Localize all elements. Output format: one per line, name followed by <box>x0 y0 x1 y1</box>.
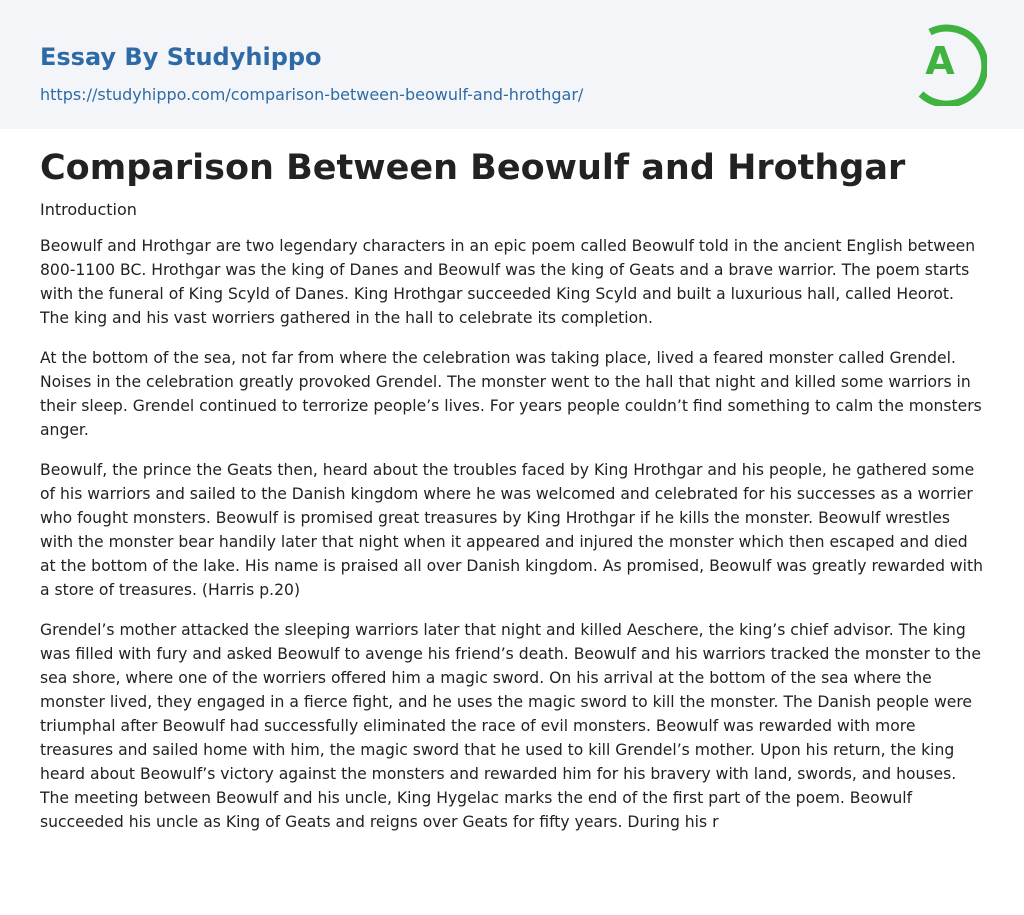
page-title: Comparison Between Beowulf and Hrothgar <box>40 148 906 188</box>
essay-paragraph-5: The meeting between Beowulf and his uncle, King Hygelac marks the end of the first part of the poem. Beowulf succeeded his uncle as King of Geats and reigns over Geats for fifty years. During his r <box>40 789 913 831</box>
source-url-link[interactable]: https://studyhippo.com/comparison-between-beowulf-and-hrothgar/ <box>40 85 584 104</box>
studyhippo-logo-icon[interactable] <box>911 18 987 106</box>
essay-paragraph-3: Beowulf, the prince the Geats then, heard about the troubles faced by King Hrothgar and his people, he gathered some of his warriors and sailed to the Danish kingdom where he was welcomed and celebrated for his successes as a worrier who fought monsters. Beowulf is promised great treasures by King Hrothgar if he kills the monster. Beowulf wrestles with the monster bear handily later that night when it appeared and injured the monster which then escaped and died at the bottom of the lake. His name is praised all over Danish kingdom. As promised, Beowulf was greatly rewarded with a store of treasures. (Harris p.20) <box>40 461 984 599</box>
essay-body <box>40 234 984 850</box>
logo-letter: A <box>925 39 955 83</box>
logo-graphic <box>911 18 987 106</box>
section-label: Introduction <box>40 200 137 219</box>
essay-paragraph-1: Beowulf and Hrothgar are two legendary characters in an epic poem called Beowulf told in the ancient English between 800-1100 BC. Hrothgar was the king of Danes and Beowulf was the king of Geats and a brave warrior. The poem starts with the funeral of King Scyld of Danes. King Hrothgar succeeded King Scyld and built a luxurious hall, called Heorot. The king and his vast worriers gathered in the hall to celebrate its completion. <box>40 237 976 327</box>
essay-paragraph-2: At the bottom of the sea, not far from where the celebration was taking place, lived a feared monster called Grendel. Noises in the celebration greatly provoked Grendel. The monster went to the hall that night and killed some warriors in their sleep. Grendel continued to terrorize people’s lives. For years people couldn’t find something to calm the monsters anger. <box>40 349 982 439</box>
site-header <box>0 0 1024 129</box>
site-brand[interactable]: Essay By Studyhippo <box>40 43 322 71</box>
essay-paragraph-4: Grendel’s mother attacked the sleeping warriors later that night and killed Aeschere, the king’s chief advisor. The king was filled with fury and asked Beowulf to avenge his friend’s death. Beowulf and his warriors tracked the monster to the sea shore, where one of the worriers offered him a magic sword. On his arrival at the bottom of the sea where the monster lived, they engaged in a fierce fight, and he uses the magic sword to kill the monster. The Danish people were triumphal after Beowulf had successfully eliminated the race of evil monsters. Beowulf was rewarded with more treasures and sailed home with him, the magic sword that he used to kill Grendel’s mother. Upon his return, the king heard about Beowulf’s victory against the monsters and rewarded him for his bravery with land, swords, and houses. <box>40 621 981 783</box>
